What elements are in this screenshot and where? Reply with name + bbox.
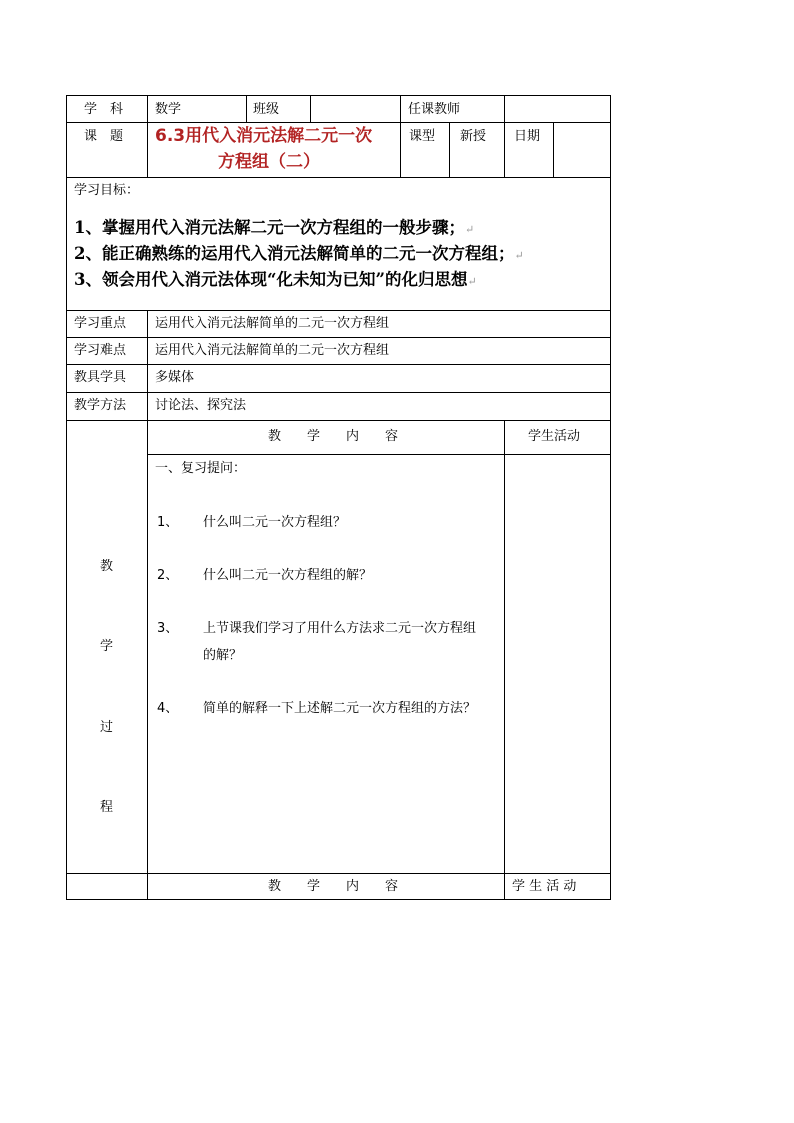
type-value: 新授 — [460, 129, 487, 144]
table-border — [504, 122, 505, 178]
question-text-cont: 的解？ — [203, 648, 243, 663]
process-side-char: 学 — [100, 639, 114, 654]
objective-text: 2、能正确熟练的运用代入消元法解简单的二元一次方程组； — [74, 244, 515, 263]
section-title: 一、复习提问： — [155, 461, 247, 476]
table-border — [610, 95, 611, 900]
table-border — [246, 95, 247, 123]
objective-item — [74, 220, 474, 237]
table-border — [310, 95, 311, 123]
paragraph-mark-icon: ↵ — [514, 249, 524, 262]
table-border — [147, 454, 611, 455]
key-points-value: 运用代入消元法解简单的二元一次方程组 — [155, 316, 390, 331]
date-label: 日期 — [514, 129, 541, 144]
type-label: 课型 — [409, 129, 436, 144]
paragraph-mark-icon: ↵ — [467, 275, 477, 288]
key-points-label: 学习重点 — [74, 316, 127, 331]
table-border — [504, 420, 505, 900]
difficulty-value: 运用代入消元法解简单的二元一次方程组 — [155, 343, 390, 358]
question-text: 什么叫二元一次方程组的解？ — [203, 568, 373, 583]
question-text: 简单的解释一下上述解二元一次方程组的方法？ — [203, 701, 477, 716]
teaching-method-value: 讨论法、探究法 — [155, 398, 247, 413]
subject-value: 数学 — [155, 102, 182, 117]
process-side-char: 程 — [100, 800, 114, 815]
teaching-aids-label: 教具学具 — [74, 370, 127, 385]
objectives-title: 学习目标： — [74, 183, 140, 198]
table-border — [400, 95, 401, 178]
question-number: 2、 — [157, 568, 179, 583]
table-border — [66, 95, 67, 900]
footer-content-header: 教 学 内 容 — [268, 879, 399, 894]
topic-line2: 方程组（二） — [218, 152, 320, 172]
process-side-char: 教 — [100, 559, 114, 574]
content-header: 教 学 内 容 — [268, 429, 399, 444]
question-text: 什么叫二元一次方程组？ — [203, 515, 347, 530]
topic-line1: 6.3用代入消元法解二元一次 — [155, 126, 373, 146]
topic-label: 课 题 — [84, 129, 124, 144]
objective-text: 1、掌握用代入消元法解二元一次方程组的一般步骤； — [74, 218, 465, 237]
question-number: 4、 — [157, 701, 179, 716]
footer-activity-header: 学 生 活 动 — [512, 879, 577, 894]
paragraph-mark-icon: ↵ — [464, 223, 475, 236]
objective-item — [74, 272, 477, 289]
table-border — [504, 95, 505, 123]
table-border — [147, 310, 148, 900]
table-border — [449, 122, 450, 178]
table-border — [147, 95, 148, 178]
activity-header: 学生活动 — [528, 429, 581, 444]
question-number: 1、 — [157, 515, 179, 530]
difficulty-label: 学习难点 — [74, 343, 127, 358]
objective-text: 3、领会用代入消元法体现“化未知为已知”的化归思想 — [74, 270, 468, 289]
table-border — [553, 122, 554, 178]
question-number: 3、 — [157, 621, 179, 636]
teaching-method-label: 教学方法 — [74, 398, 127, 413]
question-text: 上节课我们学习了用什么方法求二元一次方程组 — [203, 621, 477, 636]
teacher-label: 任课教师 — [408, 102, 461, 117]
objective-item — [74, 246, 524, 263]
subject-label: 学 科 — [84, 102, 124, 117]
teaching-aids-value: 多媒体 — [155, 370, 195, 385]
class-label: 班级 — [253, 102, 280, 117]
process-side-char: 过 — [100, 720, 114, 735]
